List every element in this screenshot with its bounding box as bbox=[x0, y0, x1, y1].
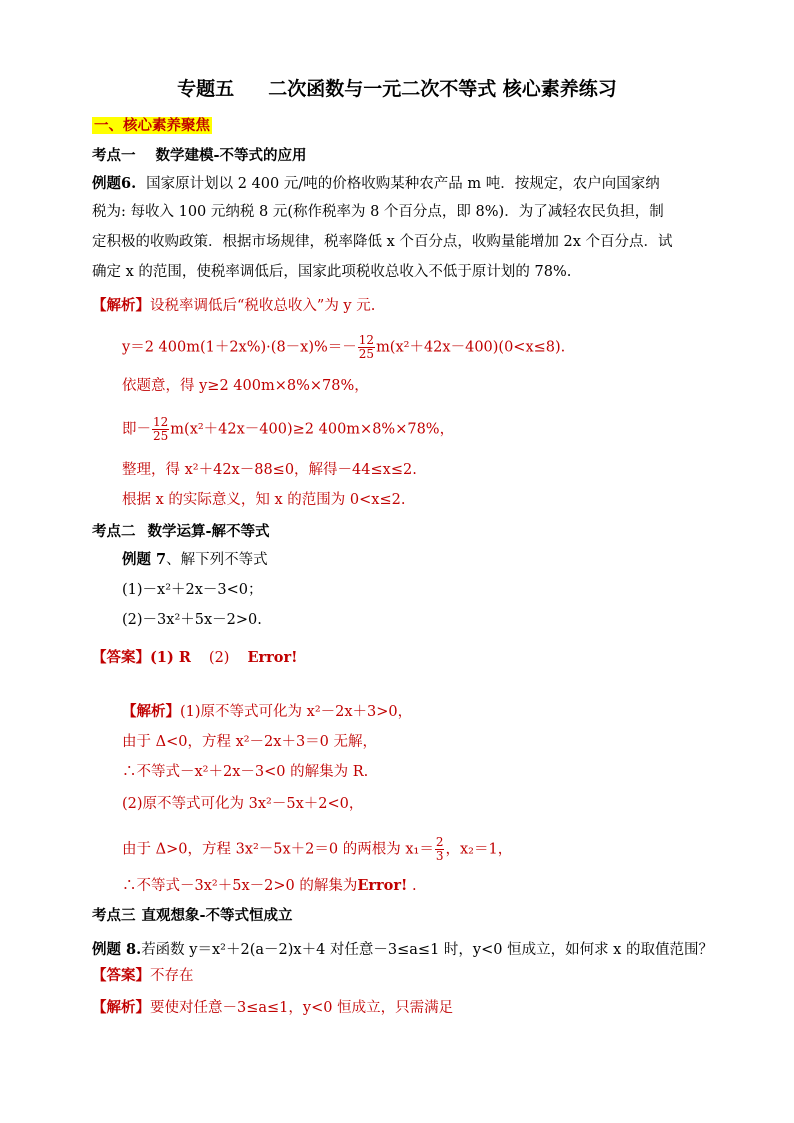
sol6-eq1-right: m(x²＋42x－400)(0<x≤8). bbox=[376, 339, 566, 356]
sol8-text: 要使对任意－3≤a≤1，y<0 恒成立，只需满足 bbox=[150, 1000, 454, 1016]
point1-heading bbox=[92, 146, 307, 166]
frac-den-b: 25 bbox=[153, 429, 169, 443]
point3-name: 直观想象-不等式恒成立 bbox=[141, 907, 293, 924]
sol7-line6-end: . bbox=[407, 878, 417, 894]
frac-num: 12 bbox=[358, 333, 375, 347]
ans7-a2: (2) bbox=[208, 650, 230, 666]
point3-label: 考点三 bbox=[92, 907, 136, 924]
sol6-line6: 根据 x 的实际意义，知 x 的范围为 0<x≤2. bbox=[122, 492, 406, 508]
point1-label: 考点一 bbox=[92, 147, 136, 164]
title-part2: 二次函数与一元二次不等式 核心素养练习 bbox=[268, 78, 617, 100]
sol6-eq2-right: m(x²＋42x－400)≥2 400m×8%×78%， bbox=[170, 421, 455, 438]
frac-num-b: 12 bbox=[153, 415, 169, 429]
ans7-tag: 【答案】 bbox=[92, 649, 150, 666]
sol7-line6-error: Error! bbox=[357, 877, 408, 894]
ex6-line2: 税为: 每收入 100 元纳税 8 元(称作税率为 8 个百分点，即 8%)．为了减轻农民负担，制 bbox=[92, 204, 664, 220]
sol6-eq2-left: 即－ bbox=[122, 421, 151, 438]
ex6-label: 例题6. bbox=[92, 175, 137, 192]
sol6-line3: 依题意，得 y≥2 400m×8%×78%， bbox=[122, 378, 369, 394]
sol6-line5: 整理，得 x²＋42x－88≤0，解得－44≤x≤2. bbox=[122, 462, 417, 478]
sol6-text1: 设税率调低后“税收总收入”为 y 元. bbox=[150, 298, 376, 314]
point2-heading bbox=[92, 522, 270, 542]
fraction-12-25-b bbox=[152, 416, 169, 443]
sol7-line5-left: 由于 Δ>0，方程 3x²－5x＋2＝0 的两根为 x₁＝ bbox=[122, 841, 434, 858]
point2-label: 考点二 bbox=[92, 523, 136, 540]
ans8-text: 不存在 bbox=[150, 968, 194, 984]
fraction-12-25 bbox=[358, 334, 375, 361]
ex8-label: 例题 8. bbox=[92, 941, 142, 958]
title-part1: 专题五 bbox=[177, 78, 235, 100]
ex6-line4: 确定 x 的范围，使税率调低后，国家此项税收总收入不低于原计划的 78%. bbox=[92, 264, 572, 280]
ans7-line bbox=[92, 648, 297, 668]
ex7-q1: (1)－x²＋2x－3<0； bbox=[122, 582, 263, 598]
ex7-text: 、解下列不等式 bbox=[166, 552, 268, 568]
ex8-line bbox=[92, 940, 713, 960]
sol8-tag: 【解析】 bbox=[92, 999, 150, 1016]
sol7-line5-right: ，x₂＝1， bbox=[445, 841, 513, 858]
sol7-line3: ∴不等式－x²＋2x－3<0 的解集为 R. bbox=[122, 764, 369, 780]
sol7-line6 bbox=[122, 876, 417, 896]
root-num: 2 bbox=[435, 835, 444, 849]
point1-name: 数学建模-不等式的应用 bbox=[155, 147, 307, 164]
ex7-q2: (2)－3x²＋5x－2>0. bbox=[122, 612, 262, 628]
sol6-eq1-left: y＝2 400m(1＋2x%)·(8－x)%＝－ bbox=[122, 339, 357, 356]
ex8-text: 若函数 y＝x²＋2(a－2)x＋4 对任意－3≤a≤1 时，y<0 恒成立，如何求 x 的取值范围？ bbox=[141, 942, 713, 958]
fraction-2-3 bbox=[435, 836, 445, 863]
section1-label: 一、核心素养聚焦 bbox=[94, 117, 210, 134]
page-title bbox=[0, 74, 794, 101]
frac-den: 25 bbox=[358, 347, 375, 361]
sol7-line6-left: ∴不等式－3x²＋5x－2>0 的解集为 bbox=[122, 878, 358, 894]
ex6-line1 bbox=[92, 174, 660, 194]
point2-name: 数学运算-解不等式 bbox=[147, 523, 270, 540]
ex7-label: 例题 7 bbox=[122, 551, 167, 568]
ans8-line bbox=[92, 966, 194, 986]
point3-heading bbox=[92, 906, 293, 926]
ans7-a1: (1) R bbox=[150, 649, 191, 666]
sol6-eq2 bbox=[122, 416, 454, 443]
sol7-text1: (1)原不等式可化为 x²－2x＋3>0， bbox=[180, 704, 413, 720]
sol7-line2: 由于 Δ<0，方程 x²－2x＋3＝0 无解， bbox=[122, 734, 378, 750]
ex7-heading bbox=[122, 550, 268, 570]
sol6-line1 bbox=[92, 296, 375, 316]
sol7-line1 bbox=[122, 702, 412, 722]
root-den: 3 bbox=[435, 849, 444, 863]
sol6-tag: 【解析】 bbox=[92, 297, 150, 314]
ans7-a2-value: Error! bbox=[247, 649, 298, 666]
ans8-tag: 【答案】 bbox=[92, 967, 150, 984]
sol8-line bbox=[92, 998, 453, 1018]
ex6-line3: 定积极的收购政策．根据市场规律，税率降低 x 个百分点，收购量能增加 2x 个百分点．试 bbox=[92, 234, 673, 250]
sol7-line4: (2)原不等式可化为 3x²－5x＋2<0， bbox=[122, 796, 364, 812]
section-heading bbox=[92, 116, 212, 136]
sol7-tag: 【解析】 bbox=[122, 703, 180, 720]
sol6-eq1 bbox=[122, 334, 565, 361]
sol7-line5 bbox=[122, 836, 512, 863]
ex6-text1: 国家原计划以 2 400 元/吨的价格收购某种农产品 m 吨．按规定，农户向国家纳 bbox=[146, 176, 660, 192]
